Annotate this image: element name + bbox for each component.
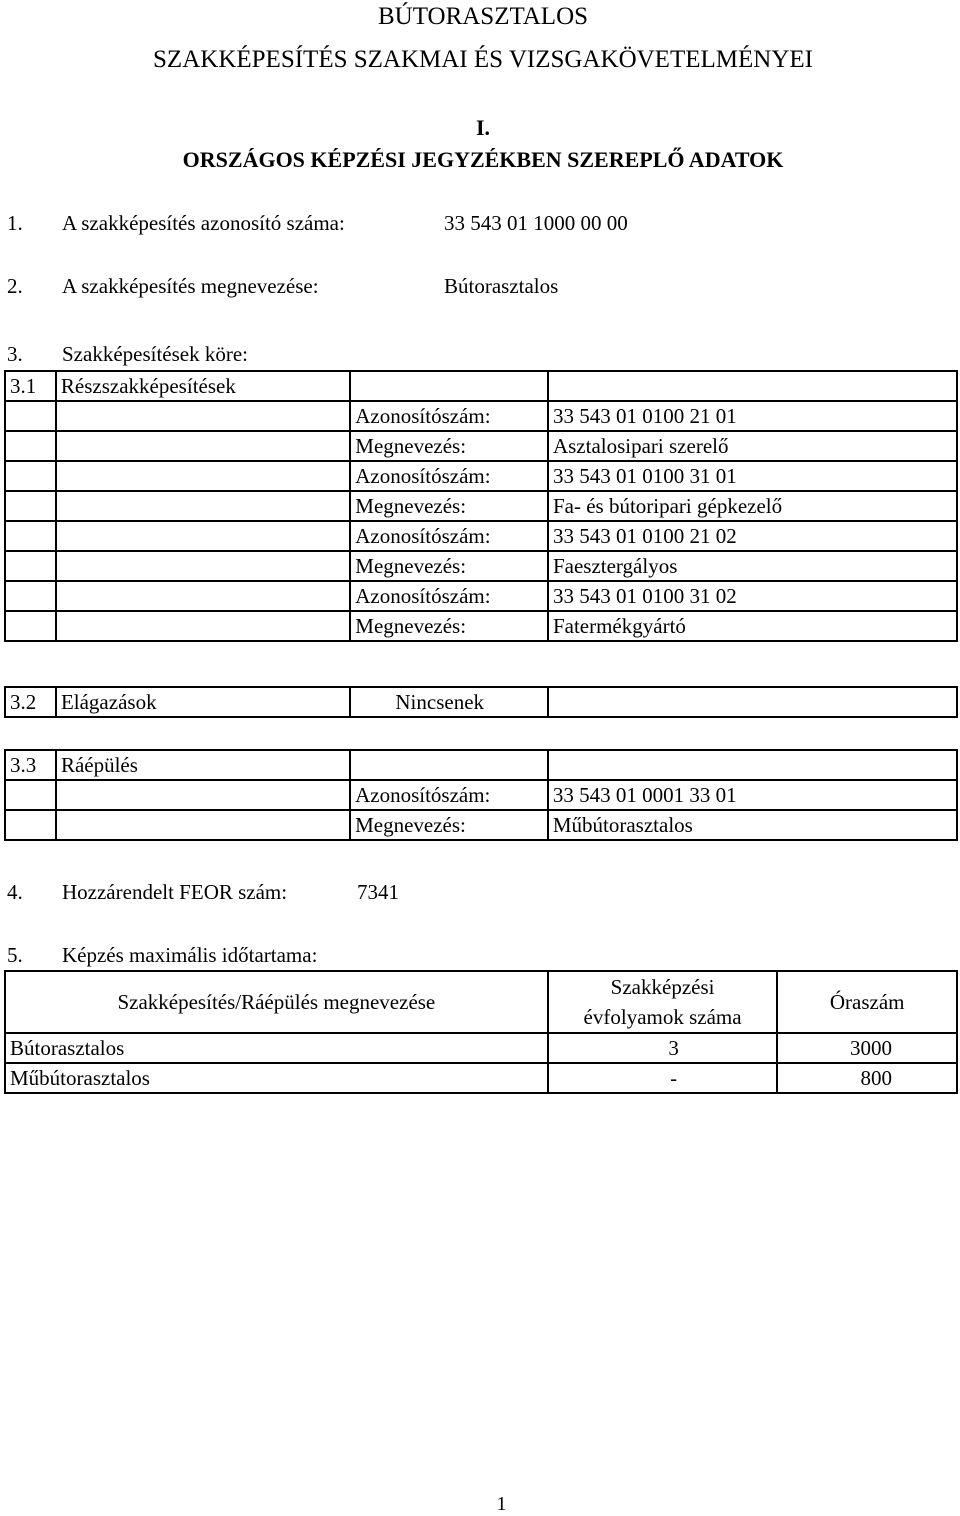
item-4-number: 4. [7,880,23,904]
item-2-number: 2. [7,274,23,298]
table-row [5,581,957,611]
addon-key: Megnevezés: [350,810,548,840]
partial-key: Megnevezés: [350,611,548,641]
header-name: Szakképesítés/Ráépülés megnevezése [5,971,548,1033]
item-5-label: Képzés maximális időtartama: [62,943,318,967]
table-row [5,521,957,551]
item-2-label: A szakképesítés megnevezése: [62,274,319,298]
addon-label: Ráépülés [56,750,350,780]
table-row [5,750,957,780]
duration-years: - [548,1063,778,1093]
partial-number: 3.1 [5,371,56,401]
item-5-number: 5. [7,943,23,967]
duration-hours: 800 [777,1063,957,1093]
item-1-label: A szakképesítés azonosító száma: [62,211,345,235]
table-row [5,551,957,581]
table-row [5,431,957,461]
item-2-value: Bútorasztalos [444,274,559,298]
partial-value: 33 543 01 0100 31 01 [548,461,957,491]
partial-value: 33 543 01 0100 31 02 [548,581,957,611]
partial-value: Asztalosipari szerelő [548,431,957,461]
partial-key: Megnevezés: [350,491,548,521]
table-row [5,780,957,810]
table-row [5,687,957,717]
duration-years: 3 [548,1033,778,1063]
duration-hours: 3000 [777,1033,957,1063]
duration-table [4,970,958,1094]
addon-number: 3.3 [5,750,56,780]
addon-value: Műbútorasztalos [548,810,957,840]
header-hours: Óraszám [777,971,957,1033]
table-row [5,491,957,521]
branches-number: 3.2 [5,687,56,717]
table-row [5,810,957,840]
table-row [5,1063,957,1093]
partial-key: Azonosítószám: [350,581,548,611]
item-4-value: 7341 [357,880,399,904]
item-1-number: 1. [7,211,23,235]
partial-value: Faesztergályos [548,551,957,581]
page-number: 1 [496,1493,507,1515]
section-title: ORSZÁGOS KÉPZÉSI JEGYZÉKBEN SZEREPLŐ ADATOK [182,147,784,172]
branches-label: Elágazások [56,687,350,717]
header-years [548,971,778,1033]
title-line-1: BÚTORASZTALOS [377,3,589,30]
partial-value: Fatermékgyártó [548,611,957,641]
addon-key: Azonosítószám: [350,780,548,810]
partial-key: Megnevezés: [350,551,548,581]
item-1-value: 33 543 01 1000 00 00 [444,211,628,235]
header-years-line-1: Szakképzési [610,975,715,999]
item-3-number: 3. [7,342,23,366]
item-3-label: Szakképesítések köre: [62,342,249,366]
duration-name: Bútorasztalos [5,1033,548,1063]
partial-value: Fa- és bútoripari gépkezelő [548,491,957,521]
addon-value: 33 543 01 0001 33 01 [548,780,957,810]
branches-table [4,686,958,718]
table-row [5,371,957,401]
table-row [5,461,957,491]
table-row [5,611,957,641]
section-roman-numeral: I. [475,115,491,140]
partial-value: 33 543 01 0100 21 01 [548,401,957,431]
partial-key: Azonosítószám: [350,521,548,551]
title-line-2: SZAKKÉPESÍTÉS SZAKMAI ÉS VIZSGAKÖVETELMÉNYEI [153,46,813,73]
branches-value: Nincsenek [350,687,548,717]
header-years-line-2: évfolyamok száma [583,1005,742,1029]
addon-table [4,749,958,841]
partial-key: Megnevezés: [350,431,548,461]
partial-qualifications-table [4,370,958,642]
partial-key: Azonosítószám: [350,461,548,491]
table-row [5,1033,957,1063]
item-4-label: Hozzárendelt FEOR szám: [62,880,288,904]
duration-name: Műbútorasztalos [5,1063,548,1093]
table-row [5,401,957,431]
table-header-row [5,971,957,1033]
partial-key: Azonosítószám: [350,401,548,431]
partial-value: 33 543 01 0100 21 02 [548,521,957,551]
partial-label: Részszakképesítések [56,371,350,401]
